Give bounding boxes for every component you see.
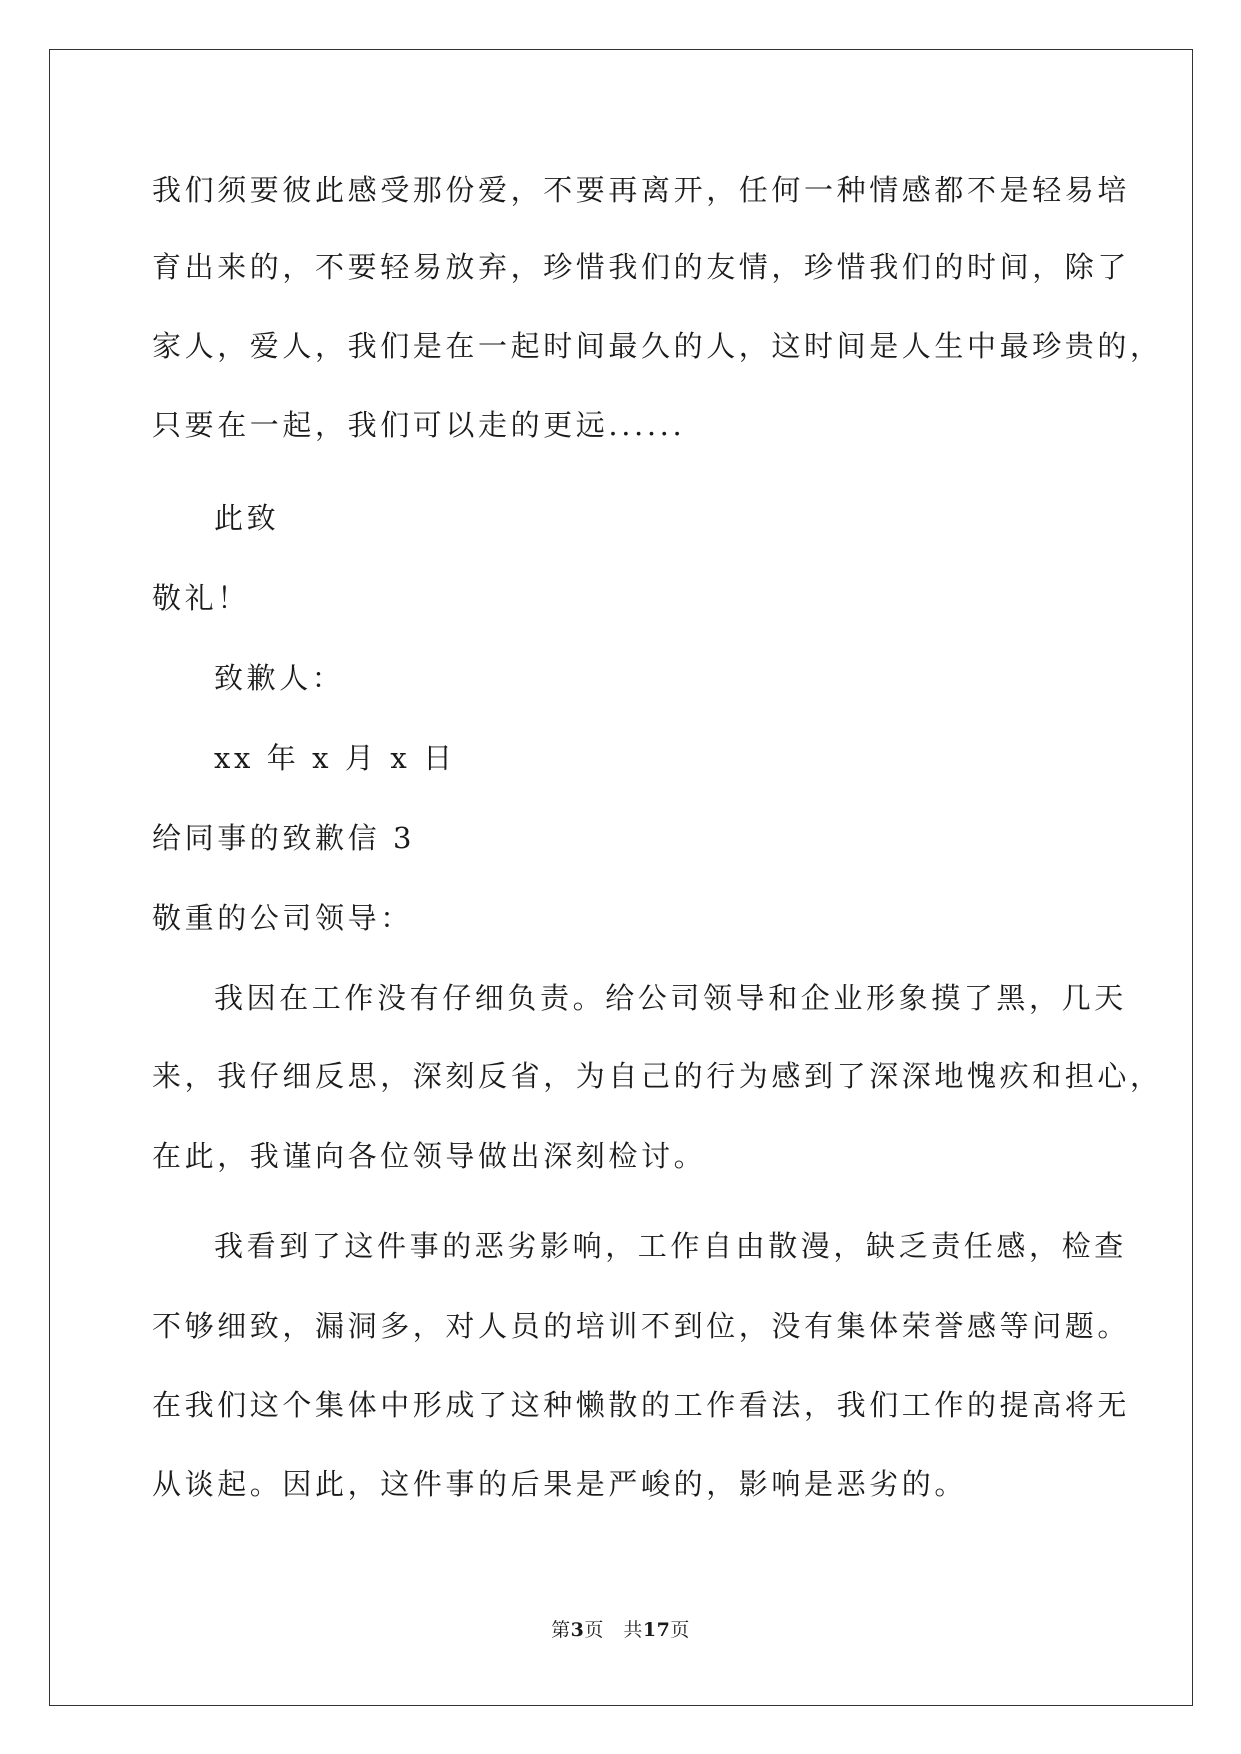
paragraph-line: 在此，我谨向各位领导做出深刻检讨。 (152, 1139, 707, 1173)
paragraph-line: 在我们这个集体中形成了这种懒散的工作看法，我们工作的提高将无 (152, 1388, 1131, 1422)
paragraph-line: 我因在工作没有仔细负责。给公司领导和企业形象摸了黑，几天 (214, 981, 1127, 1015)
page-border (49, 49, 1193, 1706)
paragraph-line: 我看到了这件事的恶劣影响，工作自由散漫，缺乏责任感，检查 (214, 1229, 1127, 1263)
letter-title: 给同事的致歉信 3 (152, 821, 416, 855)
paragraph-line: 只要在一起，我们可以走的更远...... (152, 408, 686, 442)
current-page-number: 3 (570, 1619, 585, 1641)
footer-middle: 页 共 (584, 1619, 643, 1641)
paragraph-line: 来，我仔细反思，深刻反省，为自己的行为感到了深深地愧疚和担心， (152, 1059, 1163, 1093)
letter-salutation: 敬重的公司领导： (152, 901, 413, 935)
salutation-closing: 敬礼！ (152, 581, 250, 615)
paragraph-line: 育出来的，不要轻易放弃，珍惜我们的友情，珍惜我们的时间，除了 (152, 250, 1131, 284)
signature-label: 致歉人： (214, 661, 345, 695)
page-number-footer (0, 1618, 1241, 1642)
paragraph-line: 家人，爱人，我们是在一起时间最久的人，这时间是人生中最珍贵的， (152, 329, 1163, 363)
paragraph-line: 不够细致，漏洞多，对人员的培训不到位，没有集体荣誉感等问题。 (152, 1309, 1131, 1343)
closing-phrase: 此致 (214, 501, 280, 535)
date-line: xx 年 x 月 x 日 (214, 741, 456, 775)
paragraph-line: 从谈起。因此，这件事的后果是严峻的，影响是恶劣的。 (152, 1467, 968, 1501)
paragraph-line: 我们须要彼此感受那份爱，不要再离开，任何一种情感都不是轻易培 (152, 173, 1131, 207)
footer-suffix: 页 (670, 1619, 690, 1641)
footer-prefix: 第 (551, 1619, 571, 1641)
total-pages-number: 17 (642, 1619, 671, 1641)
